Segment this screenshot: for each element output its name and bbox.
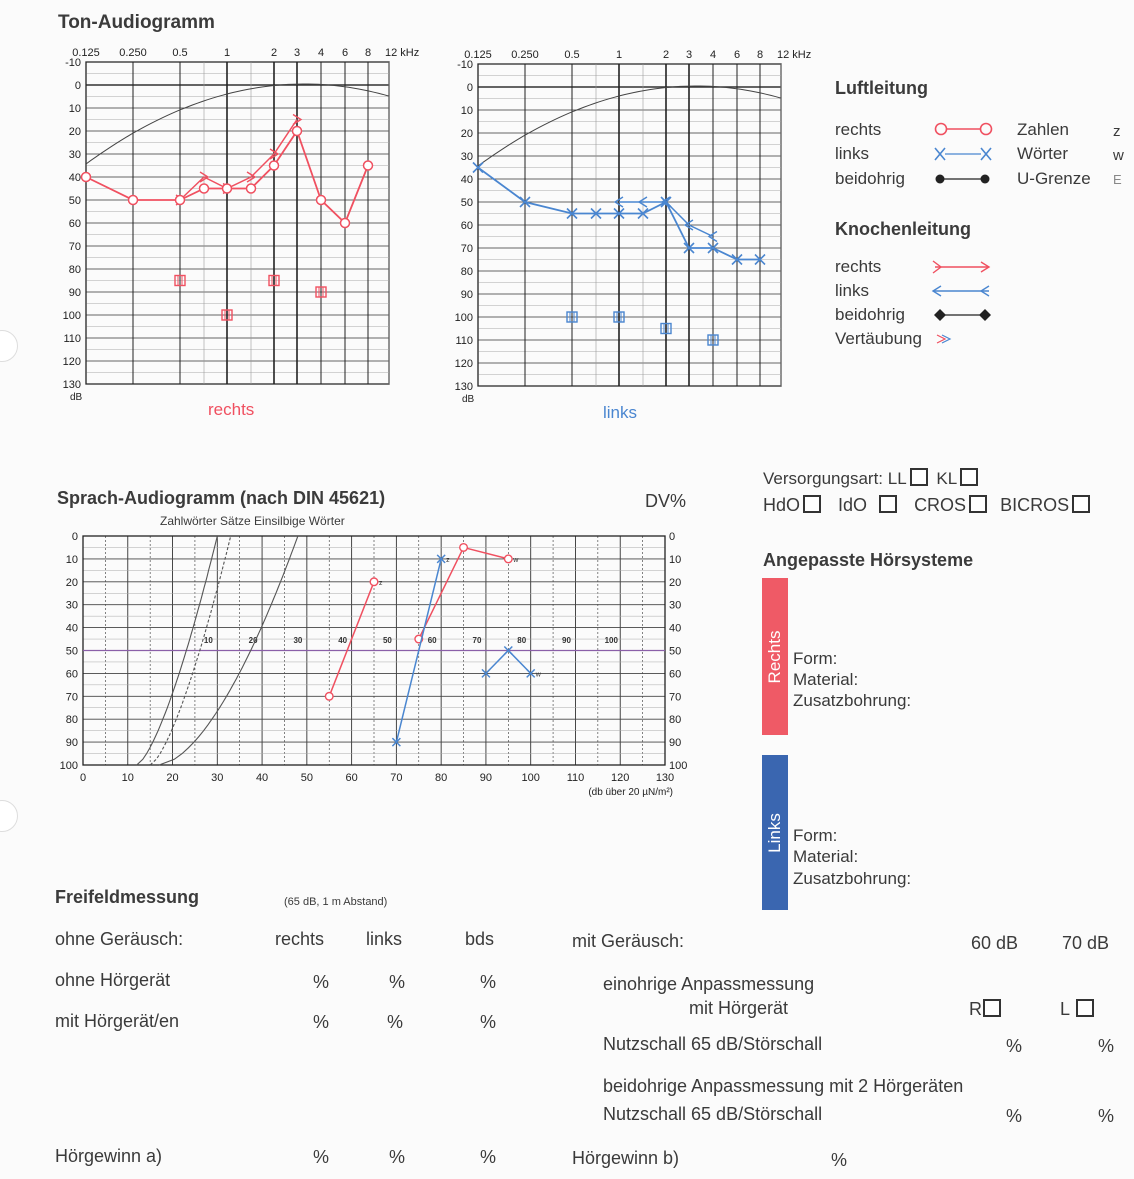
sprach-x-label: 80	[435, 772, 448, 784]
sprach-inner-label: 20	[248, 636, 258, 646]
legend-dot-symbol	[936, 175, 990, 184]
luftleitung-marker	[176, 196, 185, 205]
beidohrig-label: beidohrige Anpassmessung mit 2 Hörgeräten	[603, 1076, 964, 1096]
sprach-audiogramm-chart	[50, 525, 700, 810]
ohne-hg-links-pct[interactable]: %	[389, 972, 406, 992]
nutzschall-label-1: Nutzschall 65 dB/Störschall	[603, 1034, 823, 1054]
sprach-y2-label: 0	[669, 531, 676, 543]
luftleitung-marker	[270, 161, 279, 170]
links-bar	[762, 755, 788, 910]
sprach-x-label: 30	[211, 772, 224, 784]
freq-tick-label: 4	[709, 49, 717, 61]
freq-tick-label: 3	[293, 47, 301, 59]
mit-hoergeraet-label: mit Hörgerät/en	[55, 1011, 180, 1031]
freq-tick-label: 2	[662, 49, 670, 61]
sprach-y2-label: 10	[669, 553, 682, 566]
sprach-x-label: 20	[166, 772, 179, 784]
luftleitung-marker	[293, 127, 302, 136]
sprach-title: Sprach-Audiogramm (nach DIN 45621)	[57, 488, 386, 508]
hdo-label: HdO	[763, 495, 801, 515]
audiogram-links-label: links	[603, 403, 638, 422]
sprach-point	[505, 555, 513, 563]
db-tick-label: 100	[62, 310, 81, 322]
links-zusatzbohrung: Zusatzbohrung:	[793, 869, 912, 888]
sprach-point	[325, 693, 333, 701]
sprach-x-label: 120	[611, 772, 630, 784]
versorgungsart	[763, 468, 978, 489]
db-tick-label: 90	[460, 289, 473, 301]
mit-hg-links-pct[interactable]: %	[387, 1012, 404, 1032]
ohne-hg-bds-pct[interactable]: %	[480, 972, 497, 992]
sprach-y-label: 80	[65, 714, 78, 727]
db-tick-label: 80	[68, 264, 81, 276]
col-links: links	[366, 929, 403, 949]
einohrig-mit-hg-label: mit Hörgerät	[689, 998, 789, 1018]
hoerschwelle-curve	[478, 86, 781, 166]
col-70db: 70 dB	[1062, 933, 1110, 953]
legend-vertaeubung: Vertäubung	[835, 329, 922, 348]
sprach-inner-label: 40	[338, 636, 348, 646]
freq-tick-label: 8	[756, 49, 764, 61]
sprach-y2-label: 100	[669, 760, 688, 772]
legend-zahlen: Zahlen	[1017, 120, 1069, 139]
ido-label: IdO	[838, 495, 868, 515]
db-tick-label: 50	[460, 197, 473, 209]
punch-hole-top	[0, 330, 18, 362]
hoergewinn-a-label: Hörgewinn a)	[55, 1146, 163, 1166]
hoersysteme-title: Angepasste Hörsysteme	[763, 550, 974, 570]
db-tick-label: -10	[65, 57, 81, 69]
cros-label: CROS	[914, 495, 967, 515]
freifeld-subtitle: (65 dB, 1 m Abstand)	[284, 896, 388, 908]
hdo-checkbox[interactable]	[803, 495, 821, 513]
sprach-x-label: 10	[121, 772, 134, 784]
hoergewinn-a-bds-pct[interactable]: %	[480, 1147, 497, 1167]
ohne-hg-rechts-pct[interactable]: %	[313, 972, 330, 992]
sprach-series-label: w	[535, 671, 541, 679]
rechts-bar	[762, 578, 788, 735]
db-tick-label: 130	[62, 379, 81, 391]
bicros-label: BICROS	[1000, 495, 1070, 515]
luftleitung-marker	[129, 196, 138, 205]
freifeld-title: Freifeldmessung	[55, 887, 200, 907]
db-tick-label: 0	[74, 80, 81, 92]
nutzschall-1-60-pct[interactable]: %	[1006, 1036, 1023, 1056]
db-unit-label: dB	[70, 392, 83, 403]
db-tick-label: 120	[454, 358, 473, 370]
sprach-x-label: 70	[390, 772, 403, 784]
l-label: L	[1060, 999, 1071, 1019]
legend-code-z: z	[1113, 123, 1121, 140]
punch-hole-bottom	[0, 800, 18, 832]
links-material: Material:	[793, 847, 859, 866]
sprach-inner-label: 30	[293, 636, 303, 646]
sprach-y-label: 100	[59, 760, 78, 772]
sprach-y-label: 50	[65, 645, 78, 658]
sprach-y2-label: 80	[669, 714, 682, 727]
sprach-y2-label: 30	[669, 599, 682, 612]
freq-tick-label: 6	[341, 47, 349, 59]
legend-vertaeubung-symbol	[937, 335, 950, 343]
legend-luft-rechts: rechts	[835, 120, 882, 139]
legend-bone-right-symbol	[933, 261, 989, 273]
db-tick-label: -10	[457, 59, 473, 71]
mit-hg-bds-pct[interactable]: %	[480, 1012, 497, 1032]
db-tick-label: 20	[460, 128, 473, 140]
sprach-x-label: 100	[521, 772, 540, 784]
freq-tick-label: 0.125	[72, 47, 100, 59]
hoergewinn-b-pct[interactable]: %	[831, 1150, 848, 1170]
legend-bone-left-symbol	[933, 286, 989, 296]
db-tick-label: 100	[454, 312, 473, 324]
sprach-inner-label: 60	[427, 636, 437, 646]
sprach-x-label: 60	[345, 772, 358, 784]
knochenleitung-title: Knochenleitung	[835, 219, 971, 239]
db-tick-label: 110	[455, 335, 473, 347]
sprach-y-label: 90	[65, 737, 78, 750]
mit-hg-rechts-pct[interactable]: %	[313, 1012, 330, 1032]
legend-knochen-links: links	[835, 281, 870, 300]
freq-tick-label: 1	[223, 47, 231, 59]
col-bds: bds	[465, 929, 495, 949]
col-rechts: rechts	[275, 929, 325, 949]
einohrig-label: einohrige Anpassmessung	[603, 974, 815, 994]
hoerschwelle-curve	[86, 84, 389, 164]
kl-label: KL	[936, 469, 958, 488]
nutzschall-1-70-pct[interactable]: %	[1098, 1036, 1115, 1056]
freq-tick-label: 0.5	[564, 49, 580, 61]
legend-circle-symbol	[936, 124, 992, 135]
legend-u-grenze: U-Grenze	[1017, 169, 1091, 188]
sprach-grid	[83, 536, 665, 765]
sprach-x-label: 130	[655, 772, 675, 784]
luftleitung-marker	[82, 173, 91, 182]
freq-tick-label: 8	[364, 47, 372, 59]
luftleitung-title: Luftleitung	[835, 78, 928, 98]
sprach-point	[460, 544, 468, 552]
l-checkbox[interactable]	[1076, 999, 1094, 1017]
audiogram-rechts	[50, 40, 420, 410]
sprach-y2-label: 60	[669, 668, 682, 681]
luftleitung-marker	[247, 184, 256, 193]
freq-tick-label: 6	[733, 49, 741, 61]
freq-tick-label: 1	[615, 49, 623, 61]
freq-tick-label: 12 kHz	[777, 49, 812, 61]
hoergewinn-b-label: Hörgewinn b)	[572, 1148, 680, 1168]
db-tick-label: 20	[68, 126, 81, 138]
bicros-checkbox[interactable]	[1072, 495, 1090, 513]
db-tick-label: 30	[68, 149, 81, 161]
ton-audiogramm-title: Ton-Audiogramm	[58, 12, 215, 33]
versorgungsart-label: Versorgungsart: LL	[763, 469, 907, 488]
db-tick-label: 10	[68, 103, 81, 115]
db-tick-label: 110	[63, 333, 81, 345]
sprach-y2-label: 20	[669, 576, 682, 589]
freq-tick-label: 4	[317, 47, 325, 59]
audiogram-grid	[478, 64, 781, 386]
db-tick-label: 60	[68, 218, 81, 230]
cros-checkbox[interactable]	[969, 495, 987, 513]
luftleitung-marker	[364, 161, 373, 170]
col-60db: 60 dB	[971, 933, 1019, 953]
sprach-x-label: 0	[79, 772, 87, 784]
legend-luft-links: links	[835, 144, 870, 163]
db-tick-label: 80	[460, 266, 473, 278]
l-checkbox-group	[1060, 999, 1094, 1020]
rechts-zusatzbohrung: Zusatzbohrung:	[793, 691, 912, 710]
luftleitung-marker	[223, 184, 232, 193]
freq-tick-label: 2	[270, 47, 278, 59]
db-tick-label: 50	[68, 195, 81, 207]
sprach-y2-label: 50	[669, 645, 682, 658]
freq-tick-label: 0.250	[511, 49, 539, 61]
luftleitung-marker	[341, 219, 350, 228]
db-tick-label: 40	[68, 172, 81, 184]
legend-knochen-beidohrig: beidohrig	[835, 305, 905, 324]
sprach-y-label: 60	[65, 668, 78, 681]
freq-tick-label: 12 kHz	[385, 47, 420, 59]
db-tick-label: 10	[460, 105, 473, 117]
links-bar-label: Links	[765, 812, 784, 853]
luftleitung-marker	[200, 184, 209, 193]
freq-tick-label: 0.125	[464, 49, 492, 61]
freq-tick-label: 0.250	[119, 47, 147, 59]
sprach-y-label: 0	[71, 531, 78, 543]
db-tick-label: 60	[460, 220, 473, 232]
sprach-series-label: z	[379, 579, 383, 587]
legend-code-e: E	[1113, 172, 1122, 187]
sprach-y-label: 30	[65, 599, 78, 612]
sprach-x-label: 50	[300, 772, 313, 784]
nutzschall-2-70-pct[interactable]: %	[1098, 1106, 1115, 1126]
rechts-form: Form:	[793, 649, 838, 668]
legend-knochen-rechts: rechts	[835, 257, 882, 276]
rechts-bar-label: Rechts	[765, 630, 784, 683]
freq-tick-label: 3	[685, 49, 693, 61]
db-tick-label: 130	[454, 381, 473, 393]
sprach-x-label: 90	[479, 772, 493, 784]
db-tick-label: 70	[460, 243, 473, 255]
legend-code-w: w	[1113, 147, 1124, 164]
sprach-point	[370, 578, 378, 586]
audiogram-rechts-label: rechts	[208, 400, 255, 419]
r-checkbox[interactable]	[983, 999, 1001, 1017]
sprach-y-label: 10	[65, 553, 78, 566]
legend-woerter: Wörter	[1017, 144, 1068, 163]
freq-tick-label: 0.5	[172, 47, 188, 59]
audiogram-links	[442, 42, 812, 412]
sprach-inner-label: 90	[562, 636, 571, 646]
sprach-x-unit: (db über 20 µN/m²)	[588, 787, 673, 798]
luftleitung-marker	[317, 196, 326, 205]
geraetetyp-row	[763, 495, 1090, 516]
sprach-inner-label: 50	[382, 636, 392, 646]
hoergewinn-a-links-pct[interactable]: %	[389, 1147, 406, 1167]
db-tick-label: 0	[466, 82, 473, 94]
sprach-inner-label: 10	[203, 636, 213, 646]
sprach-y2-label: 40	[669, 622, 682, 635]
hoergewinn-a-rechts-pct[interactable]: %	[313, 1147, 330, 1167]
db-tick-label: 40	[460, 174, 473, 186]
rechts-material: Material:	[793, 670, 859, 689]
ohne-hoergeraet-label: ohne Hörgerät	[55, 970, 171, 990]
db-unit-label: dB	[462, 394, 475, 405]
ohne-geraeusch-label: ohne Geräusch:	[55, 929, 184, 949]
db-tick-label: 90	[68, 287, 81, 299]
dv-label: DV%	[645, 491, 687, 511]
r-checkbox-group	[969, 999, 1001, 1020]
legend-x-symbol	[935, 148, 991, 160]
ll-checkbox[interactable]	[910, 468, 928, 486]
db-tick-label: 120	[62, 356, 81, 368]
sprach-series-label: z	[446, 556, 450, 564]
ido-checkbox[interactable]	[879, 495, 897, 513]
mit-geraeusch-label: mit Geräusch:	[572, 931, 685, 951]
legend-diamond-symbol	[934, 309, 991, 321]
sprach-y2-label: 90	[669, 737, 682, 750]
sprach-y-label: 40	[65, 622, 78, 635]
sprach-x-label: 40	[255, 772, 269, 784]
sprach-inner-label: 100	[604, 636, 618, 646]
db-tick-label: 70	[68, 241, 81, 253]
sprach-y2-label: 70	[669, 691, 682, 704]
sprach-y-label: 70	[65, 691, 78, 704]
sprach-series-label: w	[513, 556, 519, 564]
nutzschall-label-2: Nutzschall 65 dB/Störschall	[603, 1104, 823, 1124]
nutzschall-2-60-pct[interactable]: %	[1006, 1106, 1023, 1126]
sprach-inner-label: 80	[517, 636, 527, 646]
sprach-inner-label: 70	[472, 636, 482, 646]
links-form: Form:	[793, 826, 838, 845]
legend-luft-beidohrig: beidohrig	[835, 169, 905, 188]
sprach-subtitle: Zahlwörter Sätze Einsilbige Wörter	[160, 514, 345, 528]
sprach-x-label: 110	[566, 772, 585, 784]
sprach-y-label: 20	[65, 576, 78, 589]
kl-checkbox[interactable]	[960, 468, 978, 486]
r-label: R	[969, 999, 982, 1019]
db-tick-label: 30	[460, 151, 473, 163]
